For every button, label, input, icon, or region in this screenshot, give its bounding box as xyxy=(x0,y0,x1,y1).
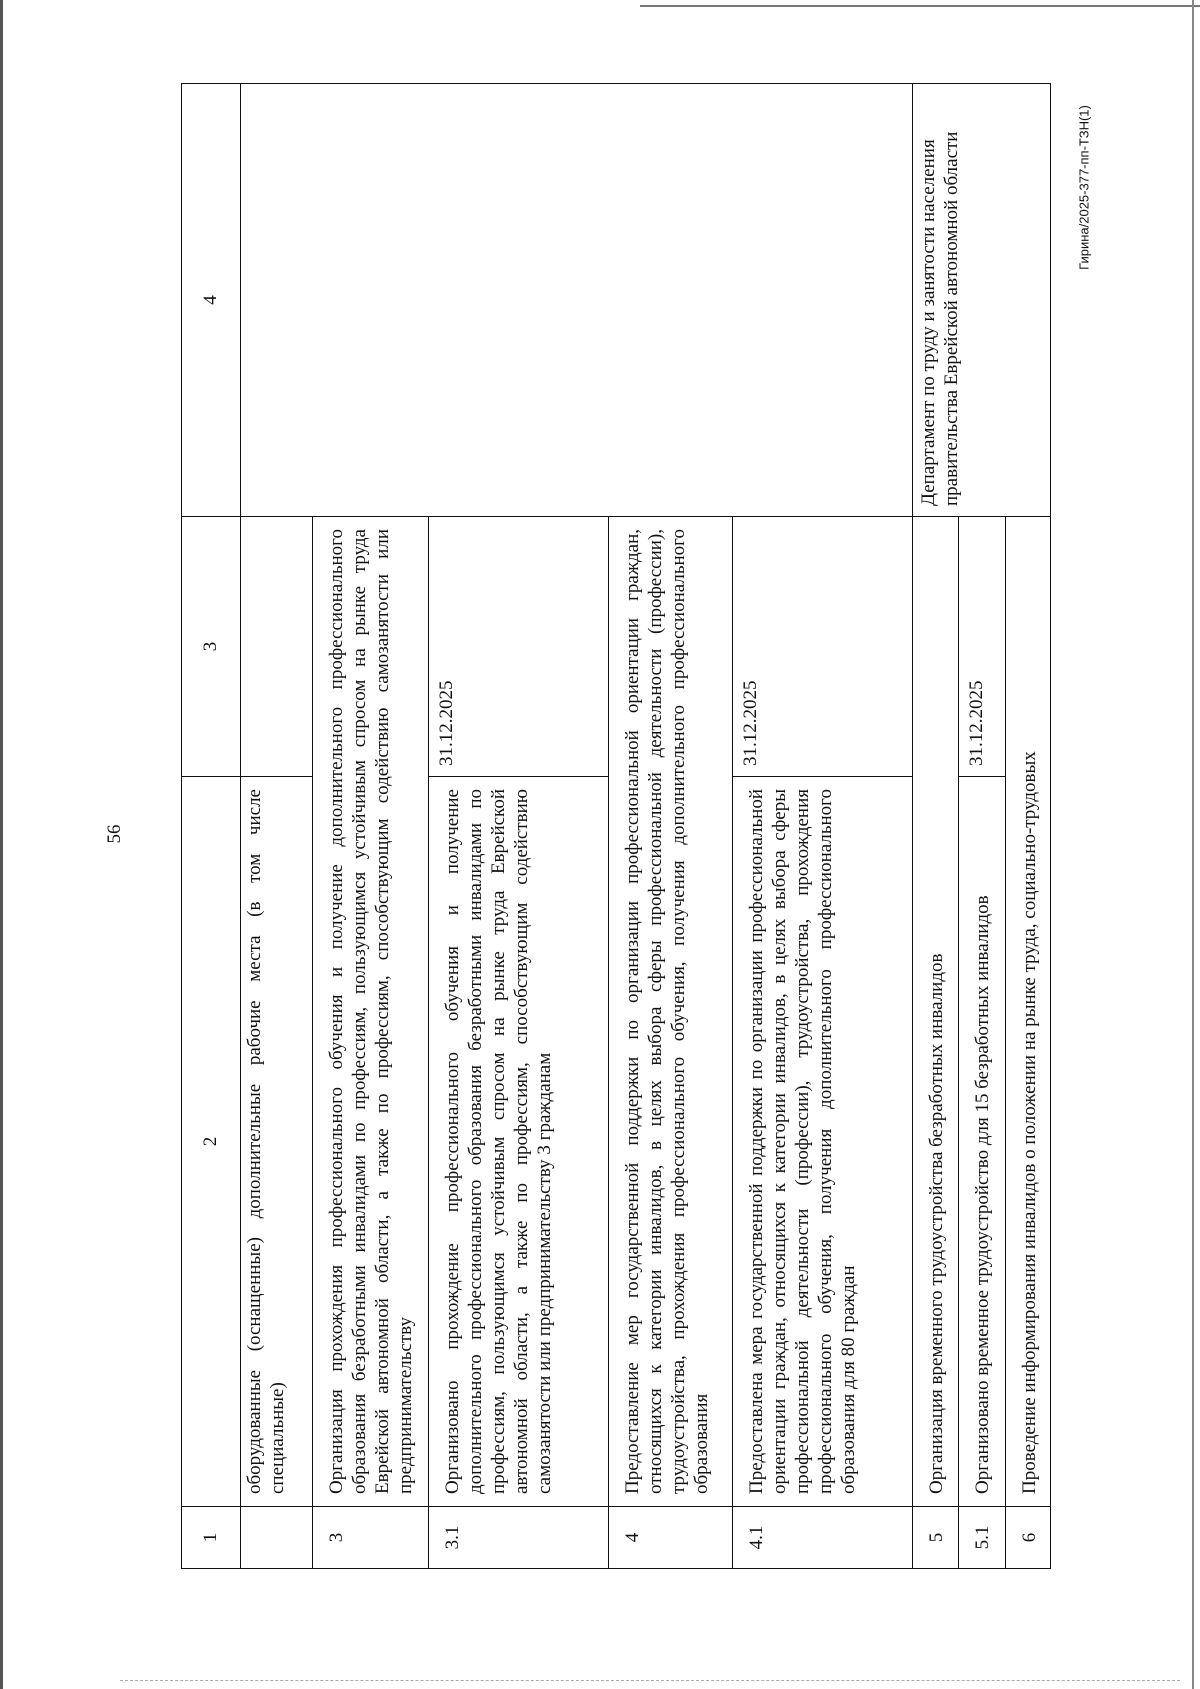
row-description: оборудованные (оснащенные) дополнительные рабочие места (в том числе специальные) xyxy=(240,777,312,1507)
row-number: 5.1 xyxy=(959,1507,1005,1569)
row-description: Организация прохождения профессионального обучения и получение дополнительного профессионального образования безработными инвалидами по профессиям, пользующимся устойчивым спросом на рынке труда Еврейской автономной области, а также по профессиям, способствующим содействию самозанятости или предпринимательству xyxy=(312,517,428,1507)
row-number: 6 xyxy=(1005,1507,1050,1569)
header-col-2: 2 xyxy=(182,777,241,1507)
row-description: Предоставление мер государственной поддержки по организации профессиональной ориентации граждан, относящихся к категории инвалидов, в целях выбора сферы профессиональной деятельности (профессии), трудоустройства, прохождения профессионального обучения, получения дополнительного профессионального образования xyxy=(609,517,733,1507)
row-number xyxy=(240,1507,312,1569)
row-responsible: Департамент по труду и занятости населения правительства Еврейской автономной области xyxy=(912,84,1050,517)
table-row xyxy=(912,84,958,1569)
table-header-row xyxy=(182,84,241,1569)
row-number: 4 xyxy=(609,1507,733,1569)
scan-line-right xyxy=(1192,0,1194,1689)
row-number: 4.1 xyxy=(732,1507,912,1569)
row-date: 31.12.2025 xyxy=(429,517,609,777)
row-description: Проведение информирования инвалидов о положении на рынке труда, социально-трудовых xyxy=(1005,517,1050,1507)
row-date xyxy=(240,517,312,777)
rotated-table-container xyxy=(181,84,1051,1569)
row-description: Организовано временное трудоустройство для 15 безработных инвалидов xyxy=(959,777,1005,1507)
header-col-4: 4 xyxy=(182,84,241,517)
table-row xyxy=(240,84,312,1569)
row-description: Организовано прохождение профессионального обучения и получение дополнительного профессионального образования безработными инвалидами по профессиям, пользующимся устойчивым спросом на рынке труда Еврейской автономной области, а также по профессиям, способствующим содействию самозанятости или предпринимательству 3 гражданам xyxy=(429,777,609,1507)
scan-edge-left xyxy=(0,0,3,1689)
header-col-3: 3 xyxy=(182,517,241,777)
row-description: Предоставлена мера государственной поддержки по организации профессиональной ориентации граждан, относящихся к категории инвалидов, в целях выбора сферы профессиональной деятельности (профессии), трудоустройства, прохождения профессионального обучения, получения дополнительного профессионального образования для 80 граждан xyxy=(732,777,912,1507)
row-number: 3 xyxy=(312,1507,428,1569)
row-responsible xyxy=(240,84,912,517)
page-number: 56 xyxy=(104,824,125,844)
document-code: Гирина/2025-377-пп-ТЗН(1) xyxy=(1076,105,1092,270)
row-date: 31.12.2025 xyxy=(732,517,912,777)
header-col-1: 1 xyxy=(182,1507,241,1569)
row-number: 5 xyxy=(912,1507,958,1569)
scan-noise-bottom xyxy=(120,1680,1180,1681)
row-date: 31.12.2025 xyxy=(959,517,1005,777)
row-number: 3.1 xyxy=(429,1507,609,1569)
row-description: Организация временного трудоустройства безработных инвалидов xyxy=(912,517,958,1507)
measures-table xyxy=(181,83,1051,1569)
scan-line-top xyxy=(640,5,1200,7)
